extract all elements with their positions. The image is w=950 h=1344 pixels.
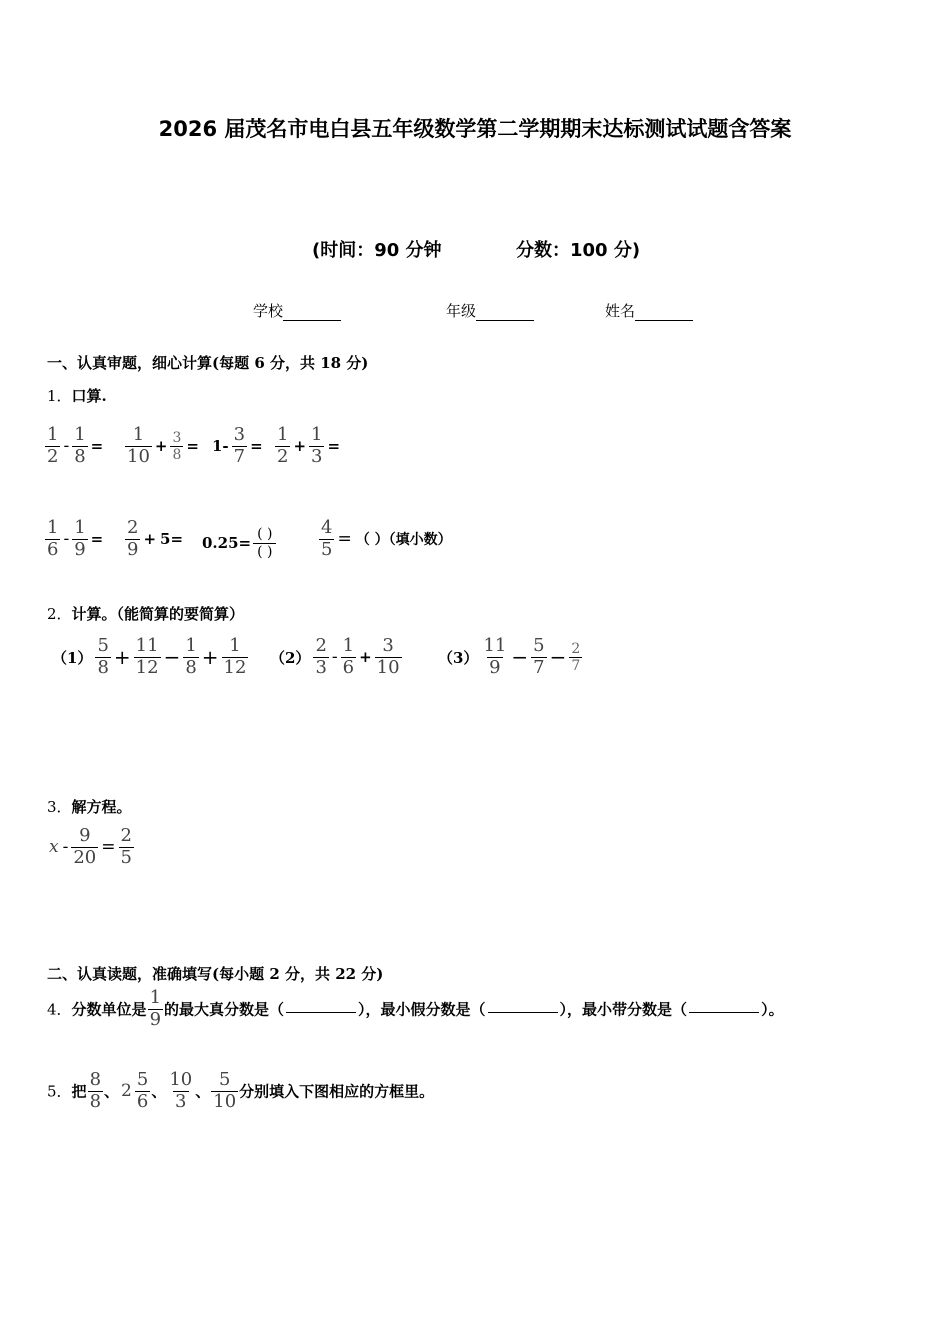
q1-r1-e1: $\frac{1}{2}$ - $\frac{1}{8}$ = xyxy=(47,424,104,467)
fraction: $\frac{1}{9}$ xyxy=(74,517,86,560)
fraction: $\frac{1}{3}$ xyxy=(311,424,323,467)
answer-blank[interactable] xyxy=(689,998,759,1013)
fraction: $\frac{1}{8}$ xyxy=(74,424,86,467)
fraction: $\frac{2}{3}$ xyxy=(315,635,327,678)
fraction: $\frac{10}{3}$ xyxy=(169,1069,193,1112)
q1-title xyxy=(47,385,107,406)
section1-heading: 一、认真审题，细心计算(每题 6 分，共 18 分) xyxy=(47,354,369,372)
q1-r2-e2: $\frac{2}{9}$ + 5= xyxy=(127,517,184,560)
q1-r1-e3: 1- $\frac{3}{7}$ = xyxy=(212,424,263,467)
q2-label: 计算。（能简算的要简算） xyxy=(71,605,245,623)
fraction: $\frac{3}{7}$ xyxy=(233,424,246,467)
grade-field xyxy=(446,300,534,321)
fraction: $\frac{5}{8}$ xyxy=(97,635,109,678)
fraction: $\frac{11}{9}$ xyxy=(483,635,507,678)
q1-number: 1． xyxy=(47,387,72,405)
school-blank[interactable] xyxy=(283,306,341,321)
fraction: $\frac{8}{8}$ xyxy=(89,1069,102,1112)
q2-part1: （1） $\frac{5}{8}$ + $\frac{11}{12}$ − $\frac{1}{8}$ + $\frac{1}{12}$ xyxy=(52,635,247,678)
fraction: $\frac{5}{7}$ xyxy=(533,635,545,678)
q1-label: 口算. xyxy=(71,387,107,405)
fraction: $\frac{3}{10}$ xyxy=(376,635,400,678)
fraction: $\frac{2}{5}$ xyxy=(120,825,132,868)
q2-title xyxy=(47,603,244,624)
exam-time: (时间：90 分钟 xyxy=(312,240,442,261)
q2-part3: （3） $\frac{11}{9}$ − $\frac{5}{7}$ − $\frac{2}{7}$ xyxy=(438,635,581,678)
grade-label: 年级 xyxy=(446,302,477,320)
q1-r1-e2: $\frac{1}{10}$ + $\frac{3}{8}$ = xyxy=(127,424,199,467)
q1-r2-e1: $\frac{1}{6}$ - $\frac{1}{9}$ = xyxy=(47,517,104,560)
q3-number: 3． xyxy=(47,798,72,816)
q4: 4．分数单位是 $\frac{1}{9}$ 的最大真分数是（ ），最小假分数是（ ），最小带分数是（ ）。 xyxy=(47,987,784,1030)
exam-score: 分数：100 分) xyxy=(516,240,641,261)
grade-blank[interactable] xyxy=(476,306,534,321)
q1-r2-e4: $\frac{4}{5}$ = （ ）（填小数） xyxy=(321,517,452,560)
fraction: $\frac{9}{20}$ xyxy=(73,825,97,868)
section2-heading: 二、认真读题，准确填写(每小题 2 分，共 22 分) xyxy=(47,965,384,983)
name-blank[interactable] xyxy=(635,306,693,321)
answer-blank[interactable] xyxy=(488,998,558,1013)
q5-number: 5． xyxy=(47,1082,72,1101)
name-label: 姓名 xyxy=(605,302,636,320)
q1-r2-e3: 0.25= ( ) ( ) xyxy=(200,526,276,561)
q5: 5．把 $\frac{8}{8}$ 、 2 $\frac{5}{6}$ 、 $\frac{10}{3}$ 、 $\frac{5}{10}$ 分别填入下图相应的方框里。 xyxy=(47,1069,435,1112)
fraction: $\frac{1}{6}$ xyxy=(47,517,59,560)
fraction: $\frac{1}{2}$ xyxy=(47,424,59,467)
q2-number: 2． xyxy=(47,605,72,623)
q2-part2: （2） $\frac{2}{3}$ - $\frac{1}{6}$ + $\frac{3}{10}$ xyxy=(270,635,400,678)
blank-fraction[interactable]: ( ) ( ) xyxy=(253,526,276,561)
fraction: $\frac{4}{5}$ xyxy=(321,517,333,560)
school-field xyxy=(253,300,341,321)
fraction: $\frac{1}{9}$ xyxy=(149,987,162,1030)
fraction: $\frac{1}{8}$ xyxy=(185,635,197,678)
q3-title xyxy=(47,796,132,817)
q3-equation: x - $\frac{9}{20}$ = $\frac{2}{5}$ xyxy=(49,825,132,868)
fraction: $\frac{11}{12}$ xyxy=(135,635,159,678)
fraction: $\frac{2}{9}$ xyxy=(127,517,139,560)
q4-number: 4． xyxy=(47,1000,72,1019)
page-title: 2026 届茂名市电白县五年级数学第二学期期末达标测试试题含答案 xyxy=(158,117,792,141)
q1-r1-e4: $\frac{1}{2}$ + $\frac{1}{3}$ = xyxy=(277,424,341,467)
fraction: $\frac{1}{12}$ xyxy=(223,635,247,678)
fraction: $\frac{1}{6}$ xyxy=(342,635,355,678)
answer-blank[interactable] xyxy=(286,998,356,1013)
school-label: 学校 xyxy=(253,302,284,320)
fraction: $\frac{2}{7}$ xyxy=(571,640,581,674)
q3-label: 解方程。 xyxy=(71,798,132,816)
fraction: $\frac{5}{6}$ xyxy=(136,1069,149,1112)
fraction: $\frac{5}{10}$ xyxy=(213,1069,237,1112)
fraction: $\frac{1}{2}$ xyxy=(277,424,289,467)
name-field xyxy=(605,300,693,321)
fraction: $\frac{1}{10}$ xyxy=(127,424,150,467)
fraction: $\frac{3}{8}$ xyxy=(172,429,182,463)
